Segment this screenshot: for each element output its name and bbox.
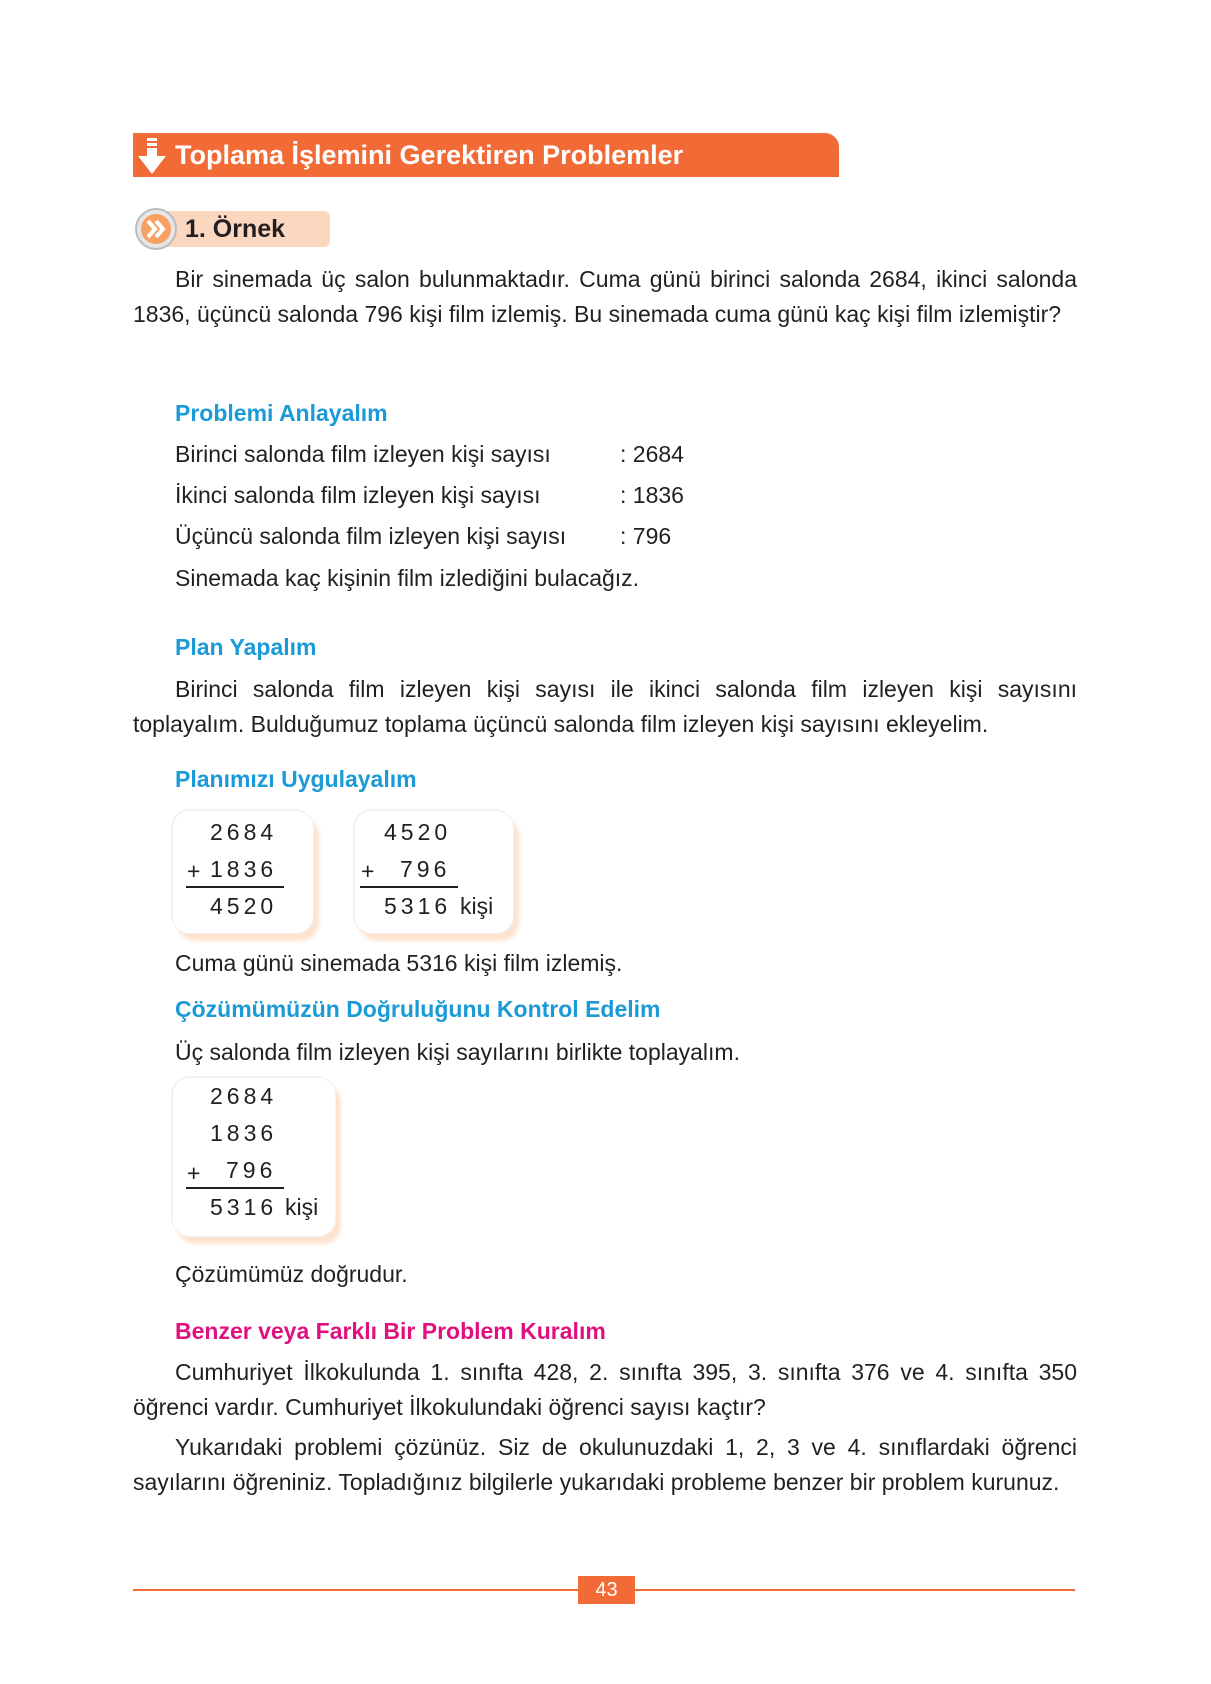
apply-conclusion: Cuma günü sinemada 5316 kişi film izlemiş. — [175, 950, 623, 976]
understand-row-value: : 2684 — [620, 441, 684, 467]
double-chevron-icon — [134, 207, 178, 251]
similar-heading: Benzer veya Farklı Bir Problem Kuralım — [175, 1318, 606, 1344]
understand-row-value: : 796 — [620, 523, 672, 549]
example-label: 1. Örnek — [185, 215, 286, 243]
understand-row-label: Üçüncü salonda film izleyen kişi sayısı — [175, 523, 567, 549]
addend: 4520 — [384, 819, 452, 845]
plan-heading: Plan Yapalım — [175, 634, 317, 660]
unit-label: kişi — [285, 1194, 319, 1220]
down-arrow-icon — [136, 136, 168, 176]
plus-sign: + — [187, 1160, 201, 1186]
understand-row-label: İkinci salonda film izleyen kişi sayısı — [175, 482, 541, 508]
addend: 1836 — [210, 856, 278, 882]
understand-goal: Sinemada kaç kişinin film izlediğini bulacağız. — [175, 565, 640, 591]
sum-result: 5316 — [210, 1194, 278, 1220]
check-heading: Çözümümüzün Doğruluğunu Kontrol Edelim — [175, 996, 661, 1022]
apply-heading: Planımızı Uygulayalım — [175, 766, 417, 792]
similar-instructions-text: Yukarıdaki problemi çözünüz. Siz de okulunuzdaki 1, 2, 3 ve 4. sınıflardaki öğrenci sayılarını öğreniniz. Topladığınız bilgilerle yukarıdaki probleme benzer bir problem kurunuz. — [133, 1434, 1077, 1495]
addend: 2684 — [210, 1083, 278, 1109]
similar-problem-text: Cumhuriyet İlkokulunda 1. sınıfta 428, 2. sınıfta 395, 3. sınıfta 376 ve 4. sınıfta 350 öğrenci vardır. Cumhuriyet İlkokulundaki öğrenci sayısı kaçtır? — [133, 1359, 1077, 1420]
problem-text: Bir sinemada üç salon bulunmaktadır. Cuma günü birinci salonda 2684, ikinci salonda 1836, üçüncü salonda 796 kişi film izlemiş. Bu sinemada cuma günü kaç kişi film izlemiştir? — [133, 266, 1077, 327]
plus-sign: + — [187, 858, 201, 884]
addend: 796 — [400, 856, 451, 882]
understand-heading: Problemi Anlayalım — [175, 400, 388, 426]
understand-row-value: : 1836 — [620, 482, 684, 508]
page-number: 43 — [578, 1576, 635, 1604]
footer-rule-left — [133, 1589, 578, 1591]
sum-result: 4520 — [210, 893, 278, 919]
addend: 2684 — [210, 819, 278, 845]
footer-rule-right — [635, 1589, 1075, 1591]
addend: 1836 — [210, 1120, 278, 1146]
unit-label: kişi — [460, 893, 494, 919]
sum-rule — [186, 1187, 284, 1189]
sum-rule — [186, 886, 284, 888]
section-title: Toplama İşlemini Gerektiren Problemler — [175, 140, 684, 170]
check-intro: Üç salonda film izleyen kişi sayılarını birlikte toplayalım. — [175, 1039, 740, 1065]
sum-result: 5316 — [384, 893, 452, 919]
check-conclusion: Çözümümüz doğrudur. — [175, 1261, 408, 1287]
sum-rule — [360, 886, 458, 888]
addend: 796 — [226, 1157, 277, 1183]
plan-text: Birinci salonda film izleyen kişi sayısı ile ikinci salonda film izleyen kişi sayısını toplayalım. Bulduğumuz toplama üçüncü salonda film izleyen kişi sayısını ekleyelim. — [133, 676, 1077, 737]
plus-sign: + — [361, 858, 375, 884]
understand-row-label: Birinci salonda film izleyen kişi sayısı — [175, 441, 551, 467]
